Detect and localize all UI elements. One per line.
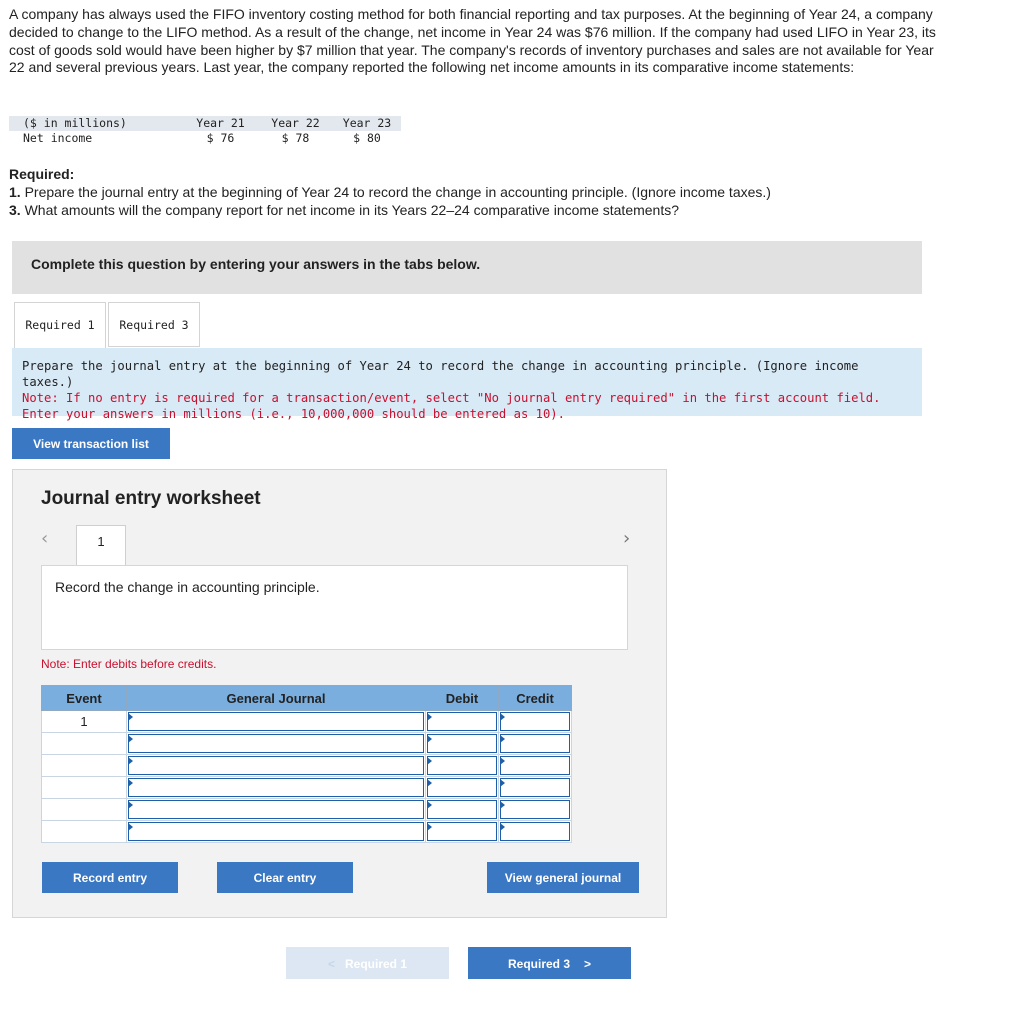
table-header-cell: Year 21 xyxy=(196,116,245,130)
worksheet-title: Journal entry worksheet xyxy=(41,488,261,509)
required-item-text: What amounts will the company report for net income in its Years 22–24 comparative income statements? xyxy=(24,202,680,218)
entry-description: Record the change in accounting principle. xyxy=(41,565,628,650)
journal-row xyxy=(42,821,572,843)
debit-input[interactable] xyxy=(426,799,499,821)
credit-input[interactable] xyxy=(499,777,572,799)
dropdown-marker-icon xyxy=(427,757,432,765)
credit-input[interactable] xyxy=(499,733,572,755)
required-item xyxy=(9,201,771,219)
credit-input[interactable] xyxy=(499,799,572,821)
debit-input[interactable] xyxy=(426,711,499,733)
column-header-debit: Debit xyxy=(426,686,499,711)
net-income-row xyxy=(9,131,401,146)
previous-required-label: Required 1 xyxy=(345,957,408,971)
journal-row xyxy=(42,733,572,755)
problem-statement: A company has always used the FIFO inventory costing method for both financial reporting and tax purposes. At the beginning of Year 24, a company decided to change to the LIFO method. As a result of the change, net income in Year 24 was $76 million. If the company had used LIFO in Year 23, its cost of goods sold would have been higher by $7 million that year. The company's records of inventory purchases and sales are not available for Year 22 and several previous years. Last year, the company reported the following net income amounts in its comparative income statements: xyxy=(9,6,936,76)
view-general-journal-button[interactable]: View general journal xyxy=(487,862,639,893)
table-header-cell: Year 22 xyxy=(271,116,320,130)
dropdown-marker-icon xyxy=(427,735,432,743)
tab-instructions xyxy=(12,348,922,421)
view-transaction-list-button[interactable]: View transaction list xyxy=(12,428,170,459)
debit-input[interactable] xyxy=(426,755,499,777)
account-select[interactable] xyxy=(127,799,426,821)
event-cell: 1 xyxy=(42,711,127,733)
table-header-cell: ($ in millions) xyxy=(23,116,127,130)
column-header-event: Event xyxy=(42,686,127,711)
journal-row xyxy=(42,799,572,821)
table-cell: $ 78 xyxy=(281,131,310,145)
dropdown-marker-icon xyxy=(500,713,505,721)
dropdown-marker-icon xyxy=(128,801,133,809)
event-cell xyxy=(42,821,127,843)
dropdown-marker-icon xyxy=(427,801,432,809)
instruction-note: Note: If no entry is required for a transaction/event, select "No journal entry required" in the first account field. Enter your answers in millions (i.e., 10,000,000 should be entered as 10). xyxy=(22,391,881,421)
required-heading: Required: xyxy=(9,166,75,182)
next-required-button[interactable] xyxy=(468,947,631,979)
table-header-cell: Year 23 xyxy=(342,116,392,130)
credit-input[interactable] xyxy=(499,821,572,843)
journal-header-row xyxy=(42,686,572,711)
dropdown-marker-icon xyxy=(500,779,505,787)
required-section xyxy=(9,165,771,219)
column-header-general-journal: General Journal xyxy=(127,686,426,711)
account-select[interactable] xyxy=(127,755,426,777)
record-entry-button[interactable]: Record entry xyxy=(42,862,178,893)
credit-input[interactable] xyxy=(499,711,572,733)
column-header-credit: Credit xyxy=(499,686,572,711)
instructions-banner: Complete this question by entering your answers in the tabs below. xyxy=(12,241,922,294)
tab-required-3[interactable]: Required 3 xyxy=(108,302,200,347)
dropdown-marker-icon xyxy=(500,757,505,765)
clear-entry-button[interactable]: Clear entry xyxy=(217,862,353,893)
dropdown-marker-icon xyxy=(128,757,133,765)
tab-required-1[interactable]: Required 1 xyxy=(14,302,106,348)
event-cell xyxy=(42,799,127,821)
entry-tab-1[interactable]: 1 xyxy=(76,525,126,567)
required-item-number: 3. xyxy=(9,202,21,218)
next-entry-icon[interactable]: › xyxy=(623,528,631,549)
previous-entry-icon[interactable]: ‹ xyxy=(41,528,49,549)
journal-row xyxy=(42,711,572,733)
dropdown-marker-icon xyxy=(128,713,133,721)
required-item-number: 1. xyxy=(9,184,21,200)
table-cell: Net income xyxy=(23,131,93,145)
dropdown-marker-icon xyxy=(427,713,432,721)
required-item xyxy=(9,183,771,201)
dropdown-marker-icon xyxy=(128,823,133,831)
next-required-label: Required 3 xyxy=(507,957,570,971)
journal-row xyxy=(42,777,572,799)
event-cell xyxy=(42,755,127,777)
debit-input[interactable] xyxy=(426,821,499,843)
dropdown-marker-icon xyxy=(128,779,133,787)
journal-row xyxy=(42,755,572,777)
dropdown-marker-icon xyxy=(500,801,505,809)
journal-entry-worksheet xyxy=(12,469,667,918)
event-cell xyxy=(42,777,127,799)
required-item-text: Prepare the journal entry at the beginning of Year 24 to record the change in accounting principle. (Ignore income taxes.) xyxy=(24,184,771,200)
net-income-table xyxy=(9,116,401,146)
account-select[interactable] xyxy=(127,733,426,755)
chevron-left-icon: < xyxy=(327,957,335,971)
event-cell xyxy=(42,733,127,755)
table-cell: $ 76 xyxy=(206,131,235,145)
general-journal-table xyxy=(41,685,572,843)
account-select[interactable] xyxy=(127,777,426,799)
credit-input[interactable] xyxy=(499,755,572,777)
table-cell: $ 80 xyxy=(353,131,381,145)
net-income-header-row xyxy=(9,116,401,131)
dropdown-marker-icon xyxy=(427,823,432,831)
debits-note: Note: Enter debits before credits. xyxy=(41,657,217,671)
chevron-right-icon: > xyxy=(584,957,592,971)
account-select[interactable] xyxy=(127,821,426,843)
account-select[interactable] xyxy=(127,711,426,733)
dropdown-marker-icon xyxy=(500,735,505,743)
dropdown-marker-icon xyxy=(500,823,505,831)
instruction-text: Prepare the journal entry at the beginning of Year 24 to record the change in accounting principle. (Ignore income taxes.) xyxy=(22,359,859,389)
previous-required-button[interactable] xyxy=(286,947,449,979)
dropdown-marker-icon xyxy=(128,735,133,743)
debit-input[interactable] xyxy=(426,777,499,799)
dropdown-marker-icon xyxy=(427,779,432,787)
debit-input[interactable] xyxy=(426,733,499,755)
